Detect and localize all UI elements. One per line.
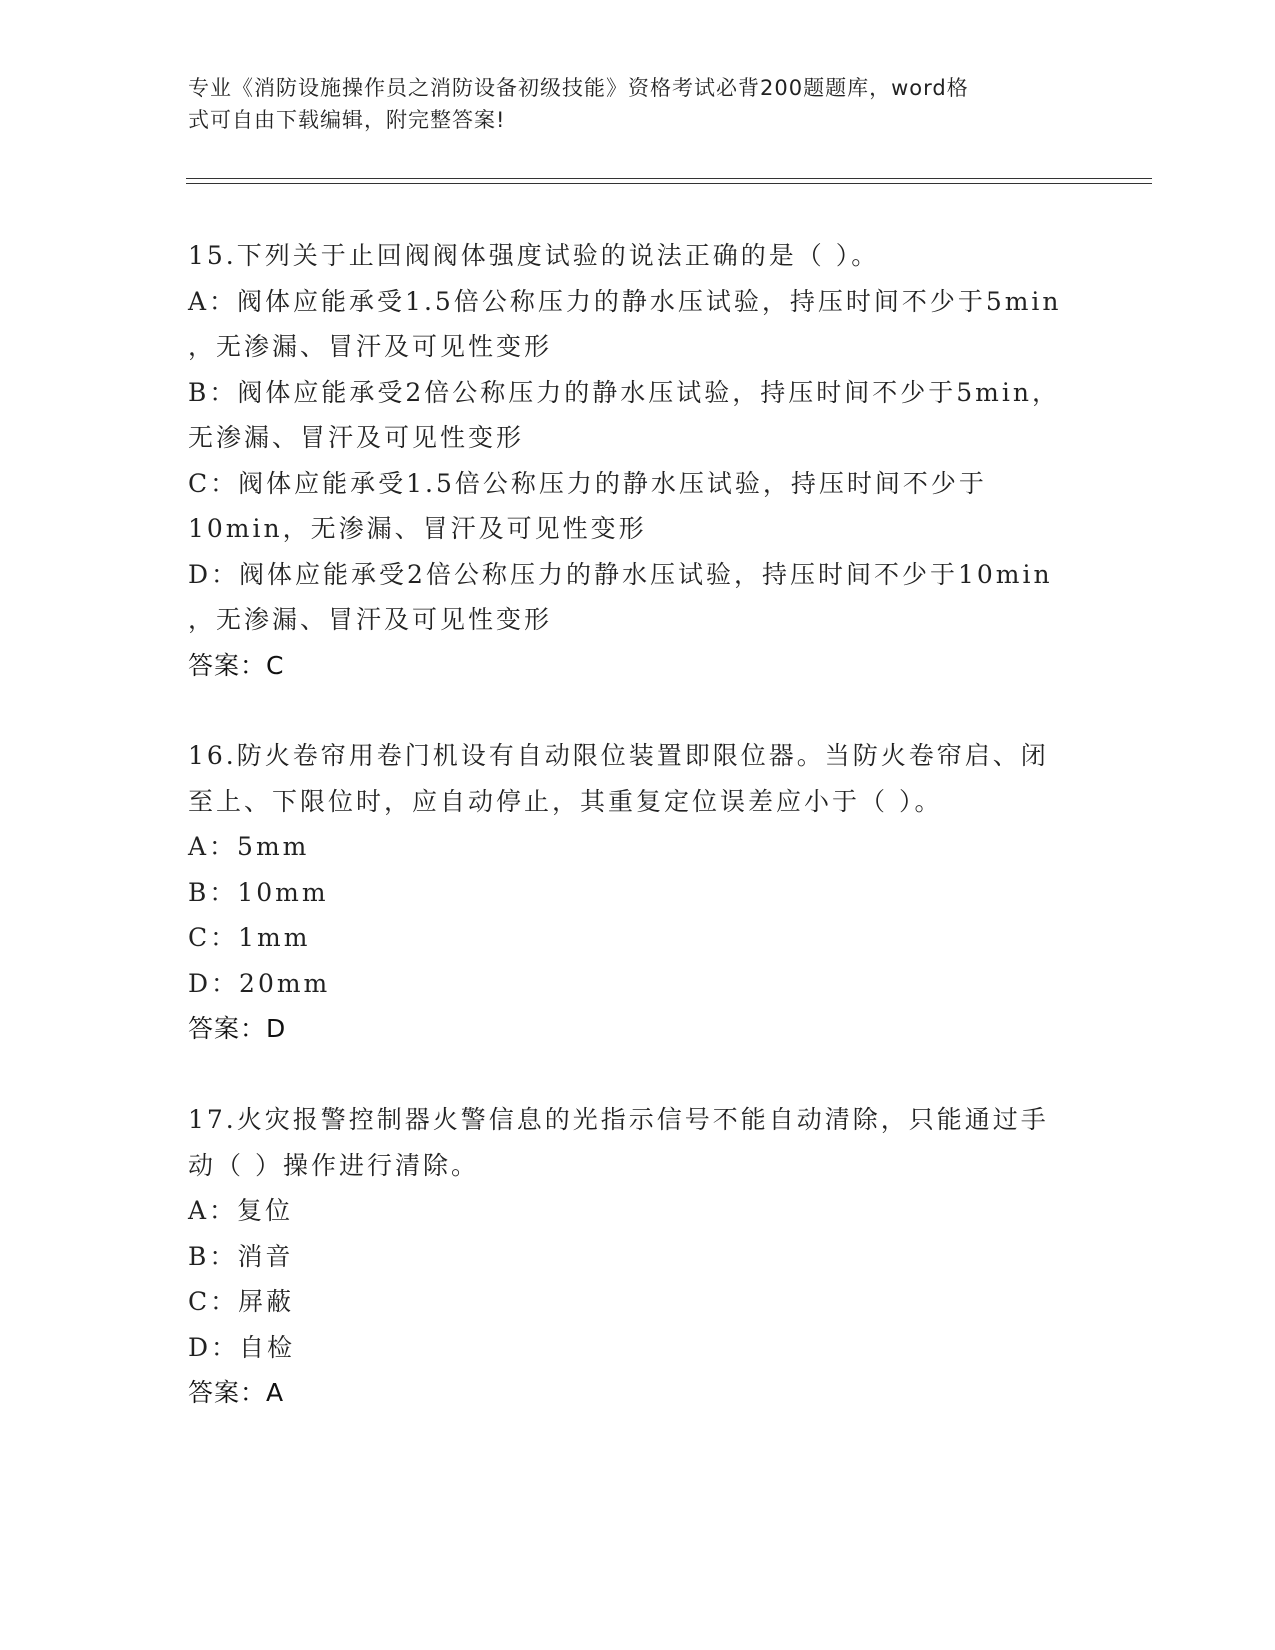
question-stem-continued: 动（ ）操作进行清除。 bbox=[188, 1150, 479, 1180]
answer: 答案：D bbox=[188, 1014, 287, 1043]
option-c: C：阀体应能承受1.5倍公称压力的静水压试验，持压时间不少于 bbox=[188, 468, 987, 498]
header-line-1: 专业《消防设施操作员之消防设备初级技能》资格考试必背200题题库，word格 bbox=[188, 76, 969, 100]
answer: 答案：C bbox=[188, 650, 285, 680]
option-b: B：10mm bbox=[188, 877, 329, 907]
question-stem: 17.火灾报警控制器火警信息的光指示信号不能自动清除，只能通过手 bbox=[188, 1105, 1049, 1134]
option-b: B：消音 bbox=[188, 1241, 294, 1271]
option-d-continued: ，无渗漏、冒汗及可见性变形 bbox=[188, 605, 553, 634]
header-divider-bottom bbox=[186, 183, 1152, 184]
answer: 答案：A bbox=[188, 1378, 285, 1407]
question-stem: 15.下列关于止回阀阀体强度试验的说法正确的是（ ）。 bbox=[188, 241, 880, 270]
option-a: A：复位 bbox=[188, 1196, 294, 1225]
question-16 bbox=[188, 733, 1088, 1052]
header-divider-top bbox=[186, 178, 1152, 179]
option-d: D：阀体应能承受2倍公称压力的静水压试验，持压时间不少于10min bbox=[188, 559, 1053, 589]
option-a: A：阀体应能承受1.5倍公称压力的静水压试验，持压时间不少于5min bbox=[188, 286, 1062, 316]
option-c: C：屏蔽 bbox=[188, 1287, 295, 1316]
question-stem: 16.防火卷帘用卷门机设有自动限位装置即限位器。当防火卷帘启、闭 bbox=[188, 741, 1049, 770]
question-17 bbox=[188, 1097, 1088, 1416]
document-header bbox=[188, 72, 1068, 136]
option-c-continued: 10min，无渗漏、冒汗及可见性变形 bbox=[188, 514, 647, 543]
option-c: C：1mm bbox=[188, 923, 311, 952]
option-a: A：5mm bbox=[188, 832, 310, 861]
option-d: D：自检 bbox=[188, 1332, 296, 1362]
option-d: D：20mm bbox=[188, 968, 331, 998]
question-stem-continued: 至上、下限位时，应自动停止，其重复定位误差应小于（ ）。 bbox=[188, 786, 943, 816]
header-line-2: 式可自由下载编辑，附完整答案! bbox=[188, 108, 506, 132]
option-b: B：阀体应能承受2倍公称压力的静水压试验，持压时间不少于5min， bbox=[188, 377, 1060, 407]
option-a-continued: ，无渗漏、冒汗及可见性变形 bbox=[188, 332, 553, 361]
option-b-continued: 无渗漏、冒汗及可见性变形 bbox=[188, 423, 525, 452]
question-15 bbox=[188, 233, 1088, 688]
